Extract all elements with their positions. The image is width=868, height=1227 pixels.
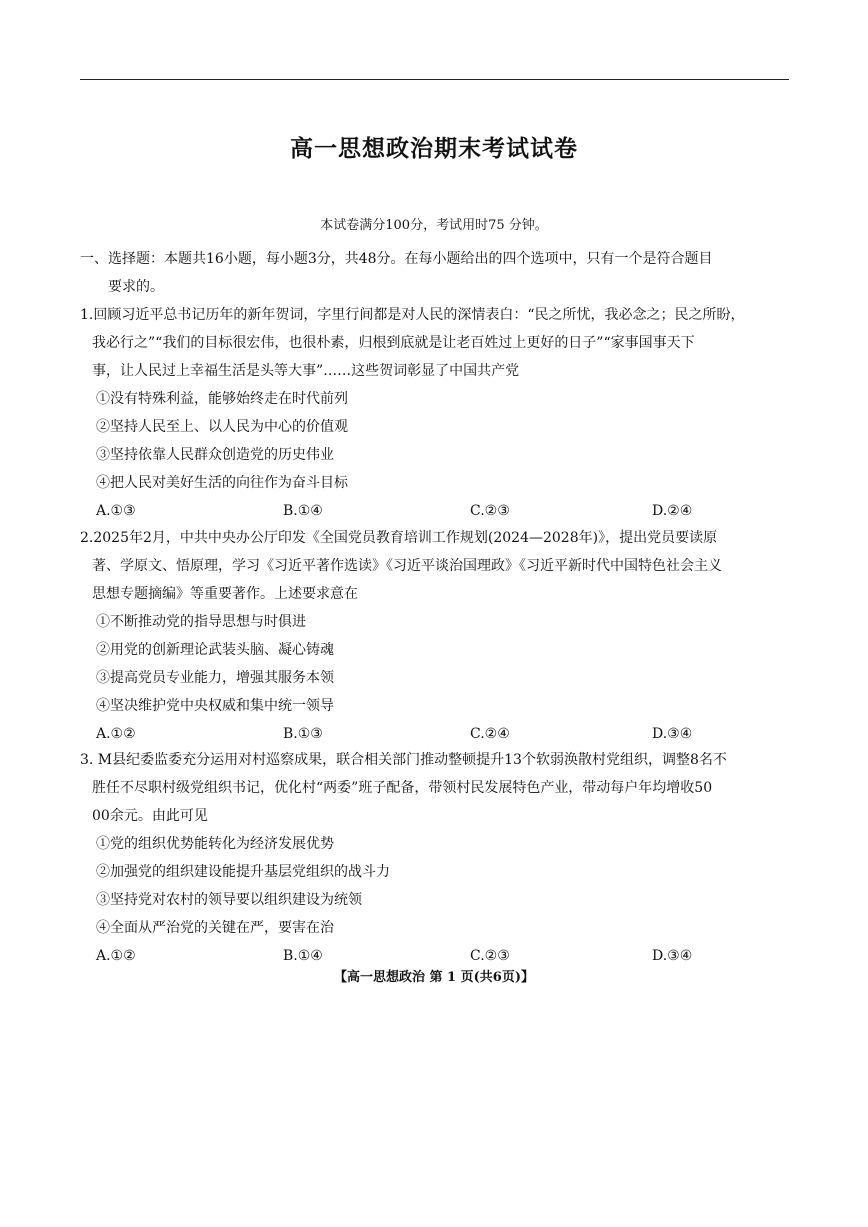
question-stem-line: 3. M县纪委监委充分运用对村巡察成果，联合相关部门推动整顿提升13个软弱涣散村党组织，调整8名不 <box>80 752 727 768</box>
choice-a: A.①③ <box>96 503 136 519</box>
statement-option: ④全面从严治党的关键在严，要害在治 <box>96 920 334 936</box>
choice-c: C.②③ <box>470 948 510 964</box>
choice-b: B.①④ <box>283 948 323 964</box>
choice-d: D.③④ <box>652 726 693 742</box>
statement-option: ②坚持人民至上、以人民为中心的价值观 <box>96 419 348 435</box>
answer-choices <box>80 720 792 748</box>
choice-a: A.①② <box>96 948 136 964</box>
exam-title: 高一思想政治期末考试试卷 <box>290 135 578 162</box>
question-stem-line: 思想专题摘编》等重要著作。上述要求意在 <box>92 586 358 602</box>
question-stem-line: 1.回顾习近平总书记历年的新年贺词，字里行间都是对人民的深情表白：“民之所忧，我必念之；民之所盼， <box>80 307 745 323</box>
statement-option: ④把人民对美好生活的向往作为奋斗目标 <box>96 475 348 491</box>
choice-c: C.②④ <box>470 726 510 742</box>
statement-option: ②加强党的组织建设能提升基层党组织的战斗力 <box>96 864 390 880</box>
question-stem-line: 2.2025年2月，中共中央办公厅印发《全国党员教育培训工作规划(2024—2028年)》，提出党员要读原 <box>80 530 718 546</box>
statement-option: ④坚决维护党中央权威和集中统一领导 <box>96 698 334 714</box>
page-footer: 【高一思想政治 第 1 页(共6页)】 <box>334 970 534 985</box>
statement-option: ①党的组织优势能转化为经济发展优势 <box>96 836 334 852</box>
statement-option: ②用党的创新理论武装头脑、凝心铸魂 <box>96 642 334 658</box>
choice-b: B.①③ <box>283 726 323 742</box>
question-stem-line: 著、学原文、悟原理，学习《习近平著作选读》《习近平谈治国理政》《习近平新时代中国特色社会主义 <box>92 558 722 574</box>
section-heading <box>80 245 790 301</box>
section-instruction-line2: 要求的。 <box>108 279 164 295</box>
statement-option: ③提高党员专业能力，增强其服务本领 <box>96 670 334 686</box>
choice-d: D.②④ <box>652 503 693 519</box>
question-stem-line: 胜任不尽职村级党组织书记，优化村“两委”班子配备，带领村民发展特色产业，带动每户年均增收50 <box>92 780 713 796</box>
question-stem-line: 00余元。由此可见 <box>92 808 208 824</box>
question-stem-line: 事，让人民过上幸福生活是头等大事”……这些贺词彰显了中国共产党 <box>92 363 520 379</box>
header-rule <box>80 79 789 80</box>
section-instruction-line1: 一、选择题：本题共16小题，每小题3分，共48分。在每小题给出的四个选项中，只有一个是符合题目 <box>80 251 713 267</box>
statement-option: ③坚持党对农村的领导要以组织建设为统领 <box>96 892 362 908</box>
statement-option: ①不断推动党的指导思想与时俱进 <box>96 614 306 630</box>
choice-a: A.①② <box>96 726 136 742</box>
answer-choices <box>80 497 792 525</box>
question-2 <box>80 524 792 748</box>
choice-c: C.②③ <box>470 503 510 519</box>
question-1 <box>80 301 792 525</box>
question-3 <box>80 746 792 970</box>
question-stem-line: 我必行之”“我们的目标很宏伟，也很朴素，归根到底就是让老百姓过上更好的日子”“家事国事天下 <box>92 335 695 351</box>
choice-d: D.③④ <box>652 948 693 964</box>
statement-option: ①没有特殊利益，能够始终走在时代前列 <box>96 391 348 407</box>
statement-option: ③坚持依靠人民群众创造党的历史伟业 <box>96 447 334 463</box>
choice-b: B.①④ <box>283 503 323 519</box>
exam-info: 本试卷满分100分，考试用时75 分钟。 <box>320 218 548 233</box>
